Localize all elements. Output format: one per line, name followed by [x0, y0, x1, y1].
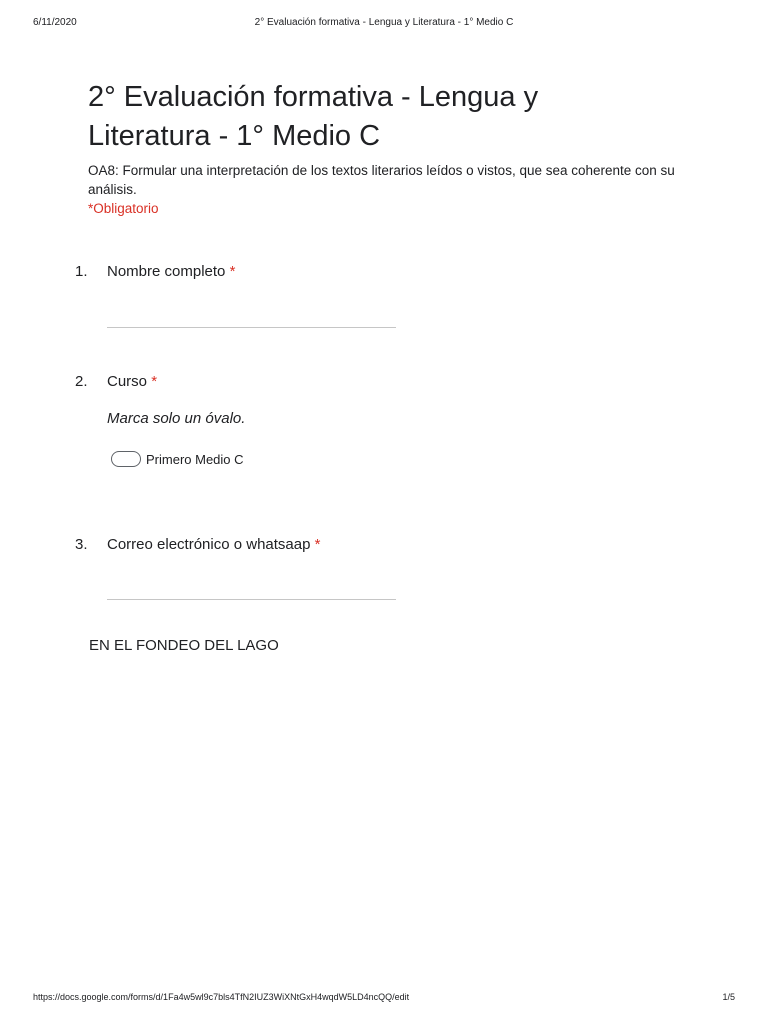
section-title: EN EL FONDEO DEL LAGO	[89, 637, 279, 654]
print-url: https://docs.google.com/forms/d/1Fa4w5wl9c7bls4TfN2IUZ3WiXNtGxH4wqdW5LD4ncQQ/edit	[33, 992, 410, 1002]
question-text: Curso	[107, 373, 148, 390]
oval-radio[interactable]	[111, 451, 141, 467]
print-document-title: 2° Evaluación formativa - Lengua y Literatura - 1° Medio C	[254, 17, 514, 28]
required-asterisk: *	[314, 536, 321, 553]
question-number: 3.	[75, 536, 88, 553]
question-label	[107, 262, 235, 282]
question-number: 2.	[75, 373, 88, 390]
required-asterisk: *	[151, 373, 158, 390]
question-text: Nombre completo	[107, 263, 226, 280]
option-label: Primero Medio C	[146, 452, 244, 467]
full-name-input[interactable]	[107, 327, 396, 328]
question-text: Correo electrónico o whatsaap	[107, 536, 311, 553]
form-title: 2° Evaluación formativa - Lengua y Literatura - 1° Medio C	[88, 81, 539, 152]
print-header	[33, 17, 735, 31]
question-label	[107, 535, 320, 555]
contact-input[interactable]	[107, 599, 396, 600]
print-date: 6/11/2020	[33, 17, 77, 28]
question-instruction: Marca solo un óvalo.	[107, 410, 246, 427]
question-label	[107, 372, 157, 392]
required-note: *Obligatorio	[88, 201, 159, 216]
print-footer	[33, 992, 735, 1006]
question-number: 1.	[75, 263, 88, 280]
page-number: 1/5	[722, 992, 735, 1002]
form-description: OA8: Formular una interpretación de los textos literarios leídos o vistos, que sea coherente con su análisis.	[88, 163, 675, 197]
required-asterisk: *	[229, 263, 236, 280]
